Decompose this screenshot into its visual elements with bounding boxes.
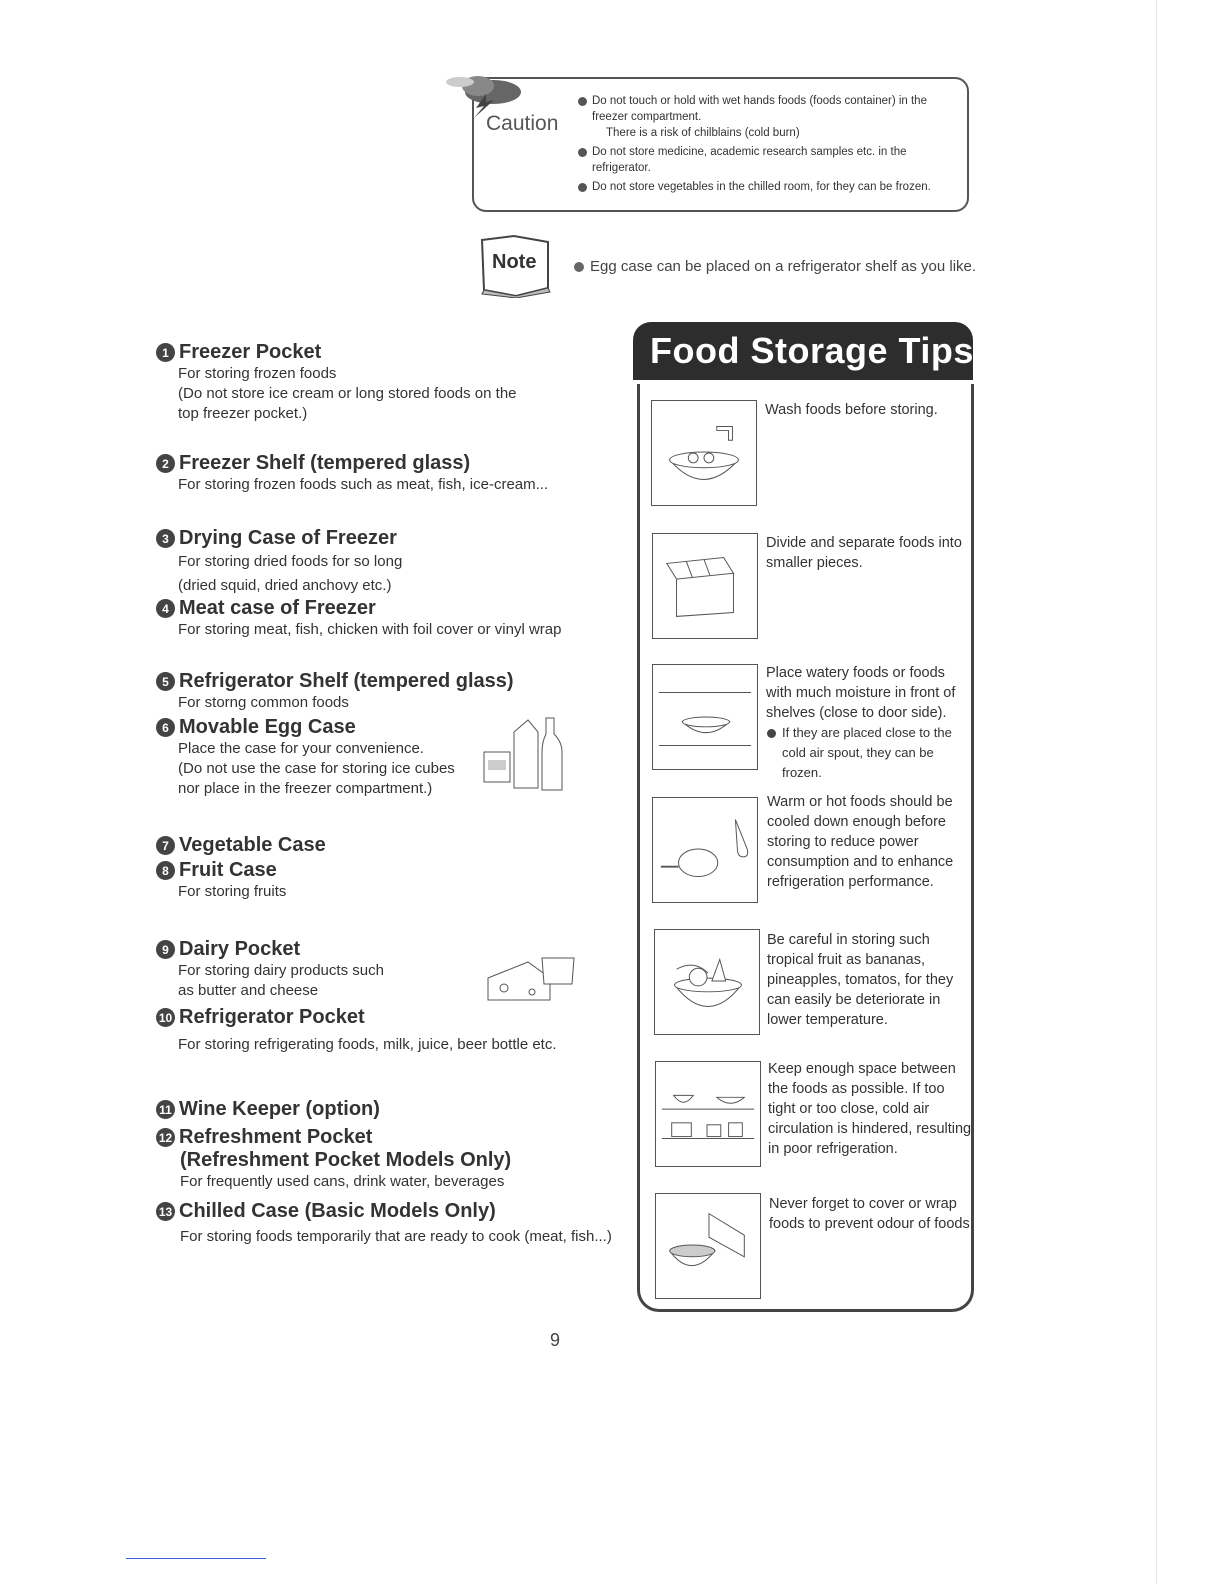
part-number: 5: [156, 672, 175, 691]
part-title: Fruit Case: [179, 859, 277, 881]
part-title: Dairy Pocket: [179, 938, 301, 960]
part-desc: For storing dairy products such as butter and cheese: [178, 962, 384, 999]
part-title: Movable Egg Case: [179, 716, 356, 738]
caution-item: Do not store vegetables in the chilled room, for they can be frozen.: [578, 179, 958, 195]
part-item: [156, 834, 326, 857]
part-title: Chilled Case (Basic Models Only): [179, 1200, 496, 1222]
tip-text: Place watery foods or foods with much moisture in front of shelves (close to door side). If they are placed close to the cold air spout, they can be frozen.: [766, 663, 971, 783]
part-number: 8: [156, 861, 175, 880]
caution-label: Caution: [486, 112, 559, 135]
part-number: 4: [156, 599, 175, 618]
tip-text: Never forget to cover or wrap foods to prevent odour of foods.: [769, 1196, 974, 1232]
page-edge: [1156, 0, 1157, 1584]
part-number: 12: [156, 1128, 175, 1147]
part-item: [156, 716, 455, 799]
part-desc: For storing meat, fish, chicken with foil cover or vinyl wrap: [178, 621, 562, 638]
part-number: 7: [156, 836, 175, 855]
part-title: Drying Case of Freezer: [179, 527, 397, 549]
part-item: [156, 1126, 511, 1192]
fruit-bowl-icon: [654, 929, 760, 1035]
part-title: Freezer Shelf (tempered glass): [179, 452, 471, 474]
cheese-butter-icon: [484, 948, 580, 1006]
part-item: [156, 341, 517, 424]
part-number: 9: [156, 940, 175, 959]
part-number: 10: [156, 1008, 175, 1027]
milk-bottle-icon: [480, 712, 570, 794]
part-subtitle: (Refreshment Pocket Models Only): [180, 1149, 512, 1171]
part-item: [156, 452, 548, 495]
tip-bullet: If they are placed close to the cold air spout, they can be frozen.: [766, 723, 971, 783]
part-number: 13: [156, 1202, 175, 1221]
shelf-bowl-icon: [652, 664, 758, 770]
spaced-shelves-icon: [655, 1061, 761, 1167]
part-desc: For storing fruits: [178, 883, 287, 900]
part-item: [156, 1200, 612, 1247]
part-number: 11: [156, 1100, 175, 1119]
part-title: Refreshment Pocket: [179, 1126, 373, 1148]
part-desc: For storing refrigerating foods, milk, juice, beer bottle etc.: [178, 1036, 557, 1053]
part-title: Refrigerator Pocket: [179, 1006, 365, 1028]
part-number: 2: [156, 454, 175, 473]
part-desc: For storing frozen foods (Do not store ice cream or long stored foods on the top freezer pocket.): [178, 365, 517, 422]
wrap-bowl-icon: [655, 1193, 761, 1299]
part-title: Vegetable Case: [179, 834, 326, 856]
part-number: 1: [156, 343, 175, 362]
part-title: Wine Keeper (option): [179, 1098, 380, 1120]
part-item: [156, 527, 402, 598]
part-item: [156, 938, 384, 1001]
tip-text: Divide and separate foods into smaller pieces.: [766, 535, 962, 571]
tip-text: Warm or hot foods should be cooled down enough before storing to reduce power consumption and to enhance refrigeration performance.: [767, 794, 954, 890]
washing-bowl-icon: [651, 400, 757, 506]
part-desc: For storing dried foods for so long (dried squid, dried anchovy etc.): [178, 553, 403, 594]
part-item: [156, 1098, 380, 1121]
part-number: 3: [156, 529, 175, 548]
page-number: 9: [550, 1330, 561, 1350]
part-desc: Place the case for your convenience. (Do not use the case for storing ice cubes nor place in the freezer compartment.): [178, 740, 455, 797]
tip-text: Wash foods before storing.: [765, 402, 938, 418]
part-desc: For storng common foods: [178, 694, 349, 711]
caution-list: [578, 93, 958, 198]
part-title: Meat case of Freezer: [179, 597, 376, 619]
part-item: [156, 1006, 557, 1055]
part-item: [156, 859, 286, 902]
svg-text:Note: Note: [492, 251, 537, 273]
tip-text: Keep enough space between the foods as possible. If too tight or too close, cold air circulation is hindered, resulting in poor refrigeration.: [768, 1061, 972, 1157]
caution-item: Do not store medicine, academic research samples etc. in the refrigerator.: [578, 144, 958, 176]
part-title: Refrigerator Shelf (tempered glass): [179, 670, 514, 692]
caution-sub-note: There is a risk of chilblains (cold burn): [606, 127, 800, 139]
tips-title: Food Storage Tips: [650, 330, 974, 371]
part-item: [156, 670, 514, 713]
part-desc: For storing frozen foods such as meat, fish, ice-cream...: [178, 476, 549, 493]
part-title: Freezer Pocket: [179, 341, 322, 363]
footer-line: [126, 1558, 266, 1559]
part-desc: For storing foods temporarily that are ready to cook (meat, fish...): [180, 1228, 612, 1245]
part-desc: For frequently used cans, drink water, beverages: [180, 1173, 505, 1190]
hot-pot-icon: [652, 797, 758, 903]
note-book-icon: [476, 234, 556, 298]
part-number: 6: [156, 718, 175, 737]
part-item: [156, 597, 561, 640]
note-text: Egg case can be placed on a refrigerator shelf as you like.: [574, 258, 976, 275]
tip-text: Be careful in storing such tropical fruit as bananas, pineapples, tomatos, for they can easily be deteriorate in lower temperature.: [767, 932, 954, 1028]
divided-container-icon: [652, 533, 758, 639]
caution-item: Do not touch or hold with wet hands foods (foods container) in the freezer compartment. There is a risk of chilblains (cold burn): [578, 93, 958, 141]
